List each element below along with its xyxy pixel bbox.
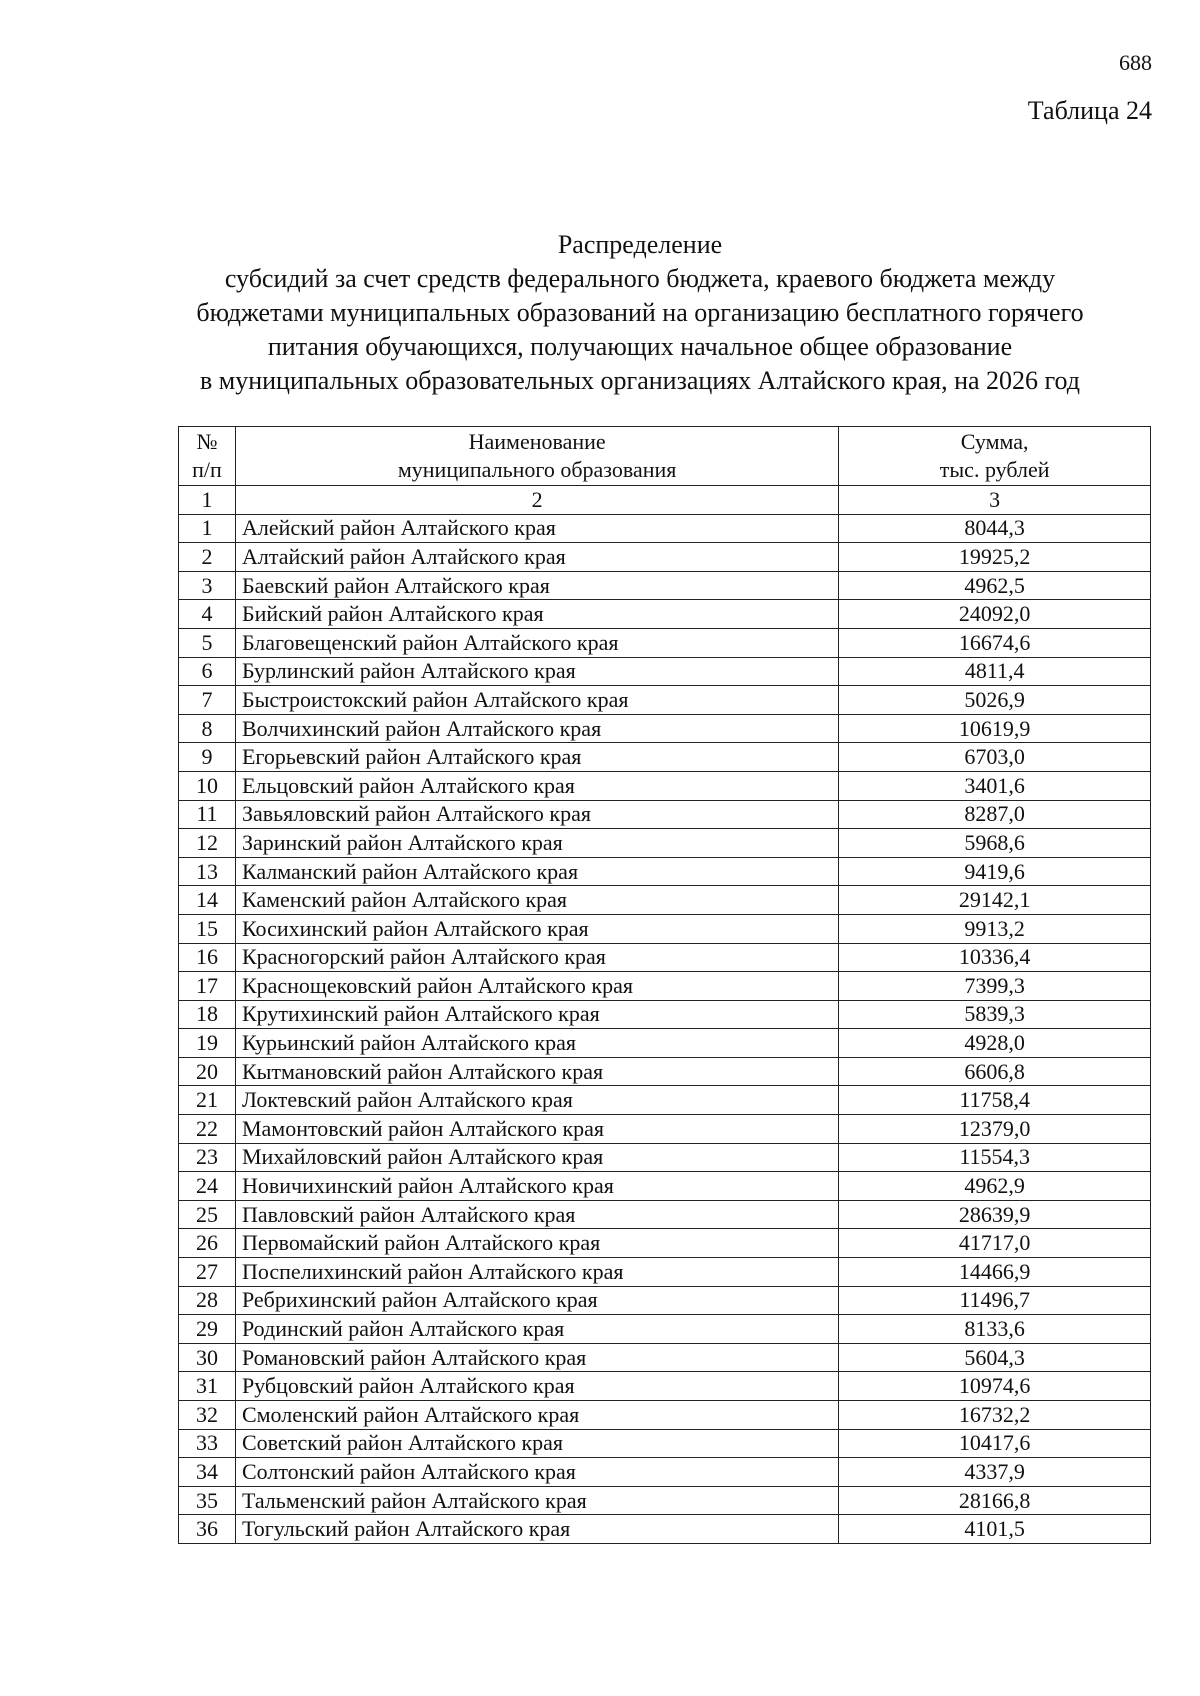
municipality-name: Ребрихинский район Алтайского края xyxy=(235,1286,838,1315)
table-row xyxy=(179,1143,1151,1172)
municipality-name: Калманский район Алтайского края xyxy=(235,857,838,886)
column-number: 3 xyxy=(839,486,1151,515)
table-row xyxy=(179,1200,1151,1229)
municipality-name: Тальменский район Алтайского края xyxy=(235,1486,838,1515)
municipality-name: Павловский район Алтайского края xyxy=(235,1200,838,1229)
table-row xyxy=(179,1315,1151,1344)
municipality-name: Рубцовский район Алтайского края xyxy=(235,1372,838,1401)
subsidy-amount: 16732,2 xyxy=(839,1401,1151,1430)
table-row xyxy=(179,1086,1151,1115)
table-row xyxy=(179,1515,1151,1544)
municipality-name: Завьяловский район Алтайского края xyxy=(235,800,838,829)
table-row xyxy=(179,600,1151,629)
municipality-name: Крутихинский район Алтайского края xyxy=(235,1000,838,1029)
municipality-name: Локтевский район Алтайского края xyxy=(235,1086,838,1115)
table-header-row xyxy=(179,427,1151,486)
heading-line: субсидий за счет средств федерального бюджета, краевого бюджета между xyxy=(224,264,1056,293)
row-number: 15 xyxy=(179,914,236,943)
row-number: 9 xyxy=(179,743,236,772)
municipality-name: Первомайский район Алтайского края xyxy=(235,1229,838,1258)
municipality-name: Курьинский район Алтайского края xyxy=(235,1029,838,1058)
header-amount-line2: тыс. рублей xyxy=(939,457,1050,482)
subsidy-amount: 11758,4 xyxy=(839,1086,1151,1115)
subsidy-amount: 4337,9 xyxy=(839,1458,1151,1487)
municipality-name: Благовещенский район Алтайского края xyxy=(235,628,838,657)
row-number: 28 xyxy=(179,1286,236,1315)
table-row xyxy=(179,686,1151,715)
subsidy-amount: 19925,2 xyxy=(839,543,1151,572)
subsidy-amount: 5839,3 xyxy=(839,1000,1151,1029)
municipality-name: Егорьевский район Алтайского края xyxy=(235,743,838,772)
municipality-name: Алтайский район Алтайского края xyxy=(235,543,838,572)
document-heading xyxy=(160,228,1120,398)
table-row xyxy=(179,743,1151,772)
heading-line: питания обучающихся, получающих начальное общее образование xyxy=(267,332,1013,361)
row-number: 34 xyxy=(179,1458,236,1487)
row-number: 3 xyxy=(179,571,236,600)
subsidy-amount: 8287,0 xyxy=(839,800,1151,829)
subsidy-amount: 4962,5 xyxy=(839,571,1151,600)
municipality-name: Новичихинский район Алтайского края xyxy=(235,1172,838,1201)
subsidy-amount: 9419,6 xyxy=(839,857,1151,886)
municipality-name: Романовский район Алтайского края xyxy=(235,1343,838,1372)
subsidy-amount: 28639,9 xyxy=(839,1200,1151,1229)
row-number: 14 xyxy=(179,886,236,915)
municipality-name: Быстроистокский район Алтайского края xyxy=(235,686,838,715)
row-number: 31 xyxy=(179,1372,236,1401)
municipality-name: Бийский район Алтайского края xyxy=(235,600,838,629)
municipality-name: Смоленский район Алтайского края xyxy=(235,1401,838,1430)
table-row xyxy=(179,771,1151,800)
header-amount xyxy=(839,427,1151,486)
row-number: 12 xyxy=(179,829,236,858)
header-number-line1: № xyxy=(196,429,218,454)
municipality-name: Солтонский район Алтайского края xyxy=(235,1458,838,1487)
municipality-name: Поспелихинский район Алтайского края xyxy=(235,1258,838,1287)
table-row xyxy=(179,857,1151,886)
row-number: 7 xyxy=(179,686,236,715)
row-number: 4 xyxy=(179,600,236,629)
subsidy-amount: 11554,3 xyxy=(839,1143,1151,1172)
table-row xyxy=(179,800,1151,829)
subsidy-amount: 24092,0 xyxy=(839,600,1151,629)
table-row xyxy=(179,1429,1151,1458)
subsidy-amount: 3401,6 xyxy=(839,771,1151,800)
header-amount-line1: Сумма, xyxy=(960,429,1029,454)
subsidy-amount: 5968,6 xyxy=(839,829,1151,858)
row-number: 8 xyxy=(179,714,236,743)
subsidy-table xyxy=(178,426,1151,1544)
table-row xyxy=(179,657,1151,686)
table-row xyxy=(179,1458,1151,1487)
municipality-name: Алейский район Алтайского края xyxy=(235,514,838,543)
table-row xyxy=(179,1057,1151,1086)
municipality-name: Баевский район Алтайского края xyxy=(235,571,838,600)
row-number: 20 xyxy=(179,1057,236,1086)
table-row xyxy=(179,1486,1151,1515)
municipality-name: Мамонтовский район Алтайского края xyxy=(235,1115,838,1144)
heading-line: в муниципальных образовательных организациях Алтайского края, на 2026 год xyxy=(199,366,1081,395)
table-row xyxy=(179,972,1151,1001)
table-row xyxy=(179,1401,1151,1430)
subsidy-amount: 41717,0 xyxy=(839,1229,1151,1258)
header-number-line2: п/п xyxy=(192,457,222,482)
row-number: 30 xyxy=(179,1343,236,1372)
row-number: 5 xyxy=(179,628,236,657)
municipality-name: Ельцовский район Алтайского края xyxy=(235,771,838,800)
row-number: 33 xyxy=(179,1429,236,1458)
subsidy-amount: 29142,1 xyxy=(839,886,1151,915)
row-number: 22 xyxy=(179,1115,236,1144)
table-row xyxy=(179,1286,1151,1315)
subsidy-amount: 7399,3 xyxy=(839,972,1151,1001)
header-name-line1: Наименование xyxy=(468,429,606,454)
row-number: 11 xyxy=(179,800,236,829)
table-body xyxy=(179,514,1151,1543)
page-number: 688 xyxy=(1119,50,1152,75)
subsidy-amount: 11496,7 xyxy=(839,1286,1151,1315)
row-number: 6 xyxy=(179,657,236,686)
row-number: 17 xyxy=(179,972,236,1001)
subsidy-amount: 4811,4 xyxy=(839,657,1151,686)
table-row xyxy=(179,543,1151,572)
table-row xyxy=(179,1000,1151,1029)
subsidy-amount: 8133,6 xyxy=(839,1315,1151,1344)
row-number: 19 xyxy=(179,1029,236,1058)
subsidy-amount: 10336,4 xyxy=(839,943,1151,972)
table-row xyxy=(179,628,1151,657)
table-label: Таблица 24 xyxy=(1027,96,1152,125)
row-number: 32 xyxy=(179,1401,236,1430)
municipality-name: Косихинский район Алтайского края xyxy=(235,914,838,943)
subsidy-amount: 10619,9 xyxy=(839,714,1151,743)
subsidy-amount: 6606,8 xyxy=(839,1057,1151,1086)
municipality-name: Каменский район Алтайского края xyxy=(235,886,838,915)
table-row xyxy=(179,1372,1151,1401)
table-row xyxy=(179,1172,1151,1201)
subsidy-amount: 14466,9 xyxy=(839,1258,1151,1287)
municipality-name: Советский район Алтайского края xyxy=(235,1429,838,1458)
municipality-name: Тогульский район Алтайского края xyxy=(235,1515,838,1544)
row-number: 13 xyxy=(179,857,236,886)
table-row xyxy=(179,1229,1151,1258)
subsidy-amount: 4928,0 xyxy=(839,1029,1151,1058)
subsidy-amount: 9913,2 xyxy=(839,914,1151,943)
municipality-name: Михайловский район Алтайского края xyxy=(235,1143,838,1172)
table-row xyxy=(179,1258,1151,1287)
municipality-name: Кытмановский район Алтайского края xyxy=(235,1057,838,1086)
row-number: 25 xyxy=(179,1200,236,1229)
row-number: 18 xyxy=(179,1000,236,1029)
table-row xyxy=(179,886,1151,915)
table-row xyxy=(179,829,1151,858)
table-row xyxy=(179,943,1151,972)
row-number: 1 xyxy=(179,514,236,543)
row-number: 24 xyxy=(179,1172,236,1201)
subsidy-amount: 6703,0 xyxy=(839,743,1151,772)
subsidy-amount: 10417,6 xyxy=(839,1429,1151,1458)
column-number-row xyxy=(179,486,1151,515)
subsidy-amount: 10974,6 xyxy=(839,1372,1151,1401)
municipality-name: Родинский район Алтайского края xyxy=(235,1315,838,1344)
row-number: 27 xyxy=(179,1258,236,1287)
row-number: 16 xyxy=(179,943,236,972)
row-number: 36 xyxy=(179,1515,236,1544)
table-row xyxy=(179,514,1151,543)
subsidy-amount: 4962,9 xyxy=(839,1172,1151,1201)
row-number: 10 xyxy=(179,771,236,800)
heading-line: Распределение xyxy=(557,230,723,259)
table-row xyxy=(179,1343,1151,1372)
subsidy-amount: 28166,8 xyxy=(839,1486,1151,1515)
municipality-name: Заринский район Алтайского края xyxy=(235,829,838,858)
municipality-name: Волчихинский район Алтайского края xyxy=(235,714,838,743)
municipality-name: Красногорский район Алтайского края xyxy=(235,943,838,972)
header-name-line2: муниципального образования xyxy=(397,457,677,482)
table-row xyxy=(179,914,1151,943)
row-number: 23 xyxy=(179,1143,236,1172)
subsidy-amount: 16674,6 xyxy=(839,628,1151,657)
header-name xyxy=(235,427,838,486)
table-row xyxy=(179,1115,1151,1144)
header-number xyxy=(179,427,236,486)
row-number: 26 xyxy=(179,1229,236,1258)
row-number: 35 xyxy=(179,1486,236,1515)
column-number: 2 xyxy=(235,486,838,515)
subsidy-amount: 12379,0 xyxy=(839,1115,1151,1144)
table-row xyxy=(179,714,1151,743)
row-number: 29 xyxy=(179,1315,236,1344)
table-row xyxy=(179,571,1151,600)
subsidy-amount: 4101,5 xyxy=(839,1515,1151,1544)
heading-line: бюджетами муниципальных образований на организацию бесплатного горячего xyxy=(196,298,1084,327)
municipality-name: Краснощековский район Алтайского края xyxy=(235,972,838,1001)
subsidy-amount: 8044,3 xyxy=(839,514,1151,543)
row-number: 2 xyxy=(179,543,236,572)
column-number: 1 xyxy=(179,486,236,515)
subsidy-amount: 5026,9 xyxy=(839,686,1151,715)
municipality-name: Бурлинский район Алтайского края xyxy=(235,657,838,686)
subsidy-amount: 5604,3 xyxy=(839,1343,1151,1372)
table-row xyxy=(179,1029,1151,1058)
row-number: 21 xyxy=(179,1086,236,1115)
